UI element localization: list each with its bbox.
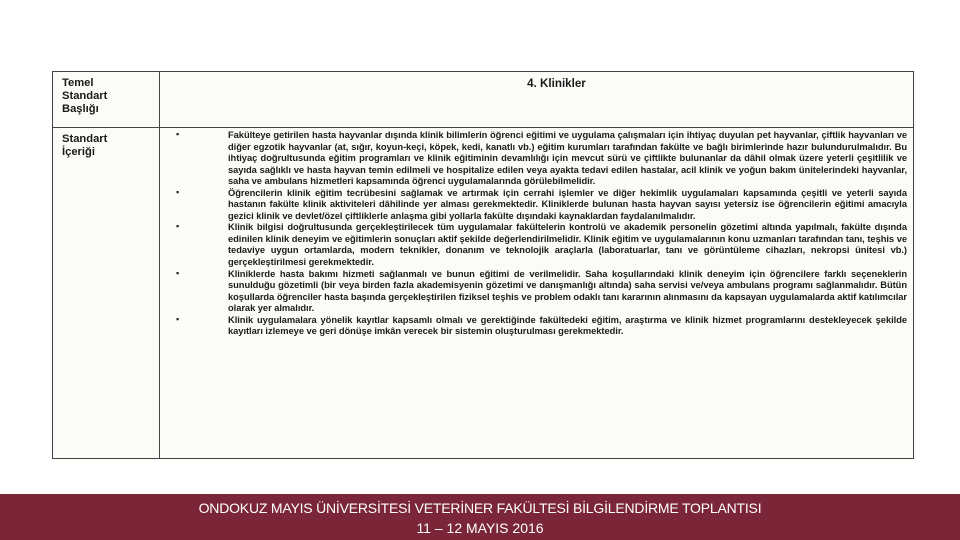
table-row-title <box>53 72 914 128</box>
label-standart-icerigi: Standart İçeriği <box>62 133 108 158</box>
bullet-text: Klinik uygulamalara yönelik kayıtlar kapsamlı olmalı ve gerektiğinde fakültedeki eğitim, araştırma ve klinik hizmet programlarını destekleyecek şekilde kayıtları izlemeye ve geri dönüşe imkân verecek bir sistemin oluşturulması gerekmektedir. <box>228 314 907 337</box>
bullet-item <box>176 221 907 268</box>
standard-title: 4. Klinikler <box>527 77 586 90</box>
bullet-item <box>176 313 907 338</box>
bullet-text: Klinik bilgisi doğrultusunda gerçekleştirilecek tüm uygulamalar fakültelerin kontrolü ve akademik personelin gözetimi altında yapılmalı, fakülte dışında edinilen klinik deneyim ve eğitimlerin sonuçları aktif şekilde değerlendirilmelidir. Klinik eğitim ve uygulamalarının konu uzmanları tarafından tanı, teşhis ve tedaviye uygun ortamlarda, modern teknikler, donanım ve teknolojik araçlarla (laboratuarlar, tanı ve görüntüleme cihazları, nekropsi ünitesi vb.) gerçekleştirilmesi gerekmektedir. <box>228 222 907 268</box>
label-temel-standart-basligi: Temel Standart Başlığı <box>62 77 108 115</box>
standard-document-image <box>52 71 916 461</box>
bullet-text: Fakülteye getirilen hasta hayvanlar dışında klinik bilimlerin öğrenci eğitimi ve uygulama çalışmaları için ihtiyaç duyulan pet hayvanlar, çiftlik hayvanları ve diğer egzotik hayvanlar (at, sığır, koyun-keçi, köpek, kedi, kanatlı vb.) eğitim kurumları tarafından fakülte ve bağlı birimlerinde hazır bulundurulmalıdır. Bu ihtiyaç doğrultusunda eğitim programları ve klinik eğitiminin devamlılığı için mevcut sürü ve çiftlikte bulunanlar da dâhil olmak üzere yeterli çeşitlilik ve sayıda sağlıklı ve hasta hayvan temin edilmeli ve hospitalize edilen veya ayakta tedavi edilen hastalar, acil klinik ve yoğun bakım ünitelerindeki hayvanlar, saha ve ambulans hizmetleri kapsamında öğrenci uygulamalarında görülebilmelidir. <box>228 130 907 187</box>
square-bullet-icon: ▪ <box>176 129 180 139</box>
label-cell-content <box>53 128 160 459</box>
footer-date: 11 – 12 MAYIS 2016 <box>416 520 544 536</box>
standard-table <box>52 71 914 459</box>
square-bullet-icon: ▪ <box>176 267 180 278</box>
table-row-content <box>53 128 914 459</box>
square-bullet-icon: ▪ <box>176 221 180 232</box>
square-bullet-icon: ▪ <box>176 186 180 197</box>
label-cell-title <box>53 72 160 128</box>
footer-title: ONDOKUZ MAYIS ÜNİVERSİTESİ VETERİNER FAKÜLTESİ BİLGİLENDİRME TOPLANTISI <box>198 500 762 516</box>
bullet-item <box>176 186 907 223</box>
bullet-item <box>176 267 907 315</box>
title-cell <box>160 72 914 128</box>
bullet-text: Kliniklerde hasta bakımı hizmeti sağlanmalı ve bunun eğitimi de verilmelidir. Saha koşullarındaki klinik deneyim için öğrencilere farklı seçeneklerin sunulduğu gözetimli (bir veya birden fazla akademisyenin gözetimi ve danışmanlığı altında) saha servisi ve/veya ambulans programı sağlanmalıdır. Bütün koşullarda öğrenciler hasta başında gerçekleştirilen fiziksel teşhis ve problem odaklı tanı kararının alınmasını da kapsayan uygulamalarda aktif katılımcılar olarak yer almalıdır. <box>228 268 907 314</box>
content-cell <box>160 128 914 459</box>
bullet-item <box>176 129 907 188</box>
square-bullet-icon: ▪ <box>176 313 180 324</box>
bullet-text: Öğrencilerin klinik eğitim tecrübesini sağlamak ve artırmak için cerrahi işlemler ve diğer hekimlik uygulamaları kapsamında çeşitli ve yeterli sayıda hastanın fakülte klinik aktiviteleri dâhilinde yer alması gerekmektedir. Kliniklerde bulunan hasta hayvan sayısı yetersiz ise öğrencilerin eğitimi amacıyla gezici klinik ve devlet/özel çiftliklerle anlaşma gibi yollarla fakülte dışındaki kaynaklardan faydalanılmalıdır. <box>228 187 907 221</box>
bullet-list <box>160 128 913 338</box>
